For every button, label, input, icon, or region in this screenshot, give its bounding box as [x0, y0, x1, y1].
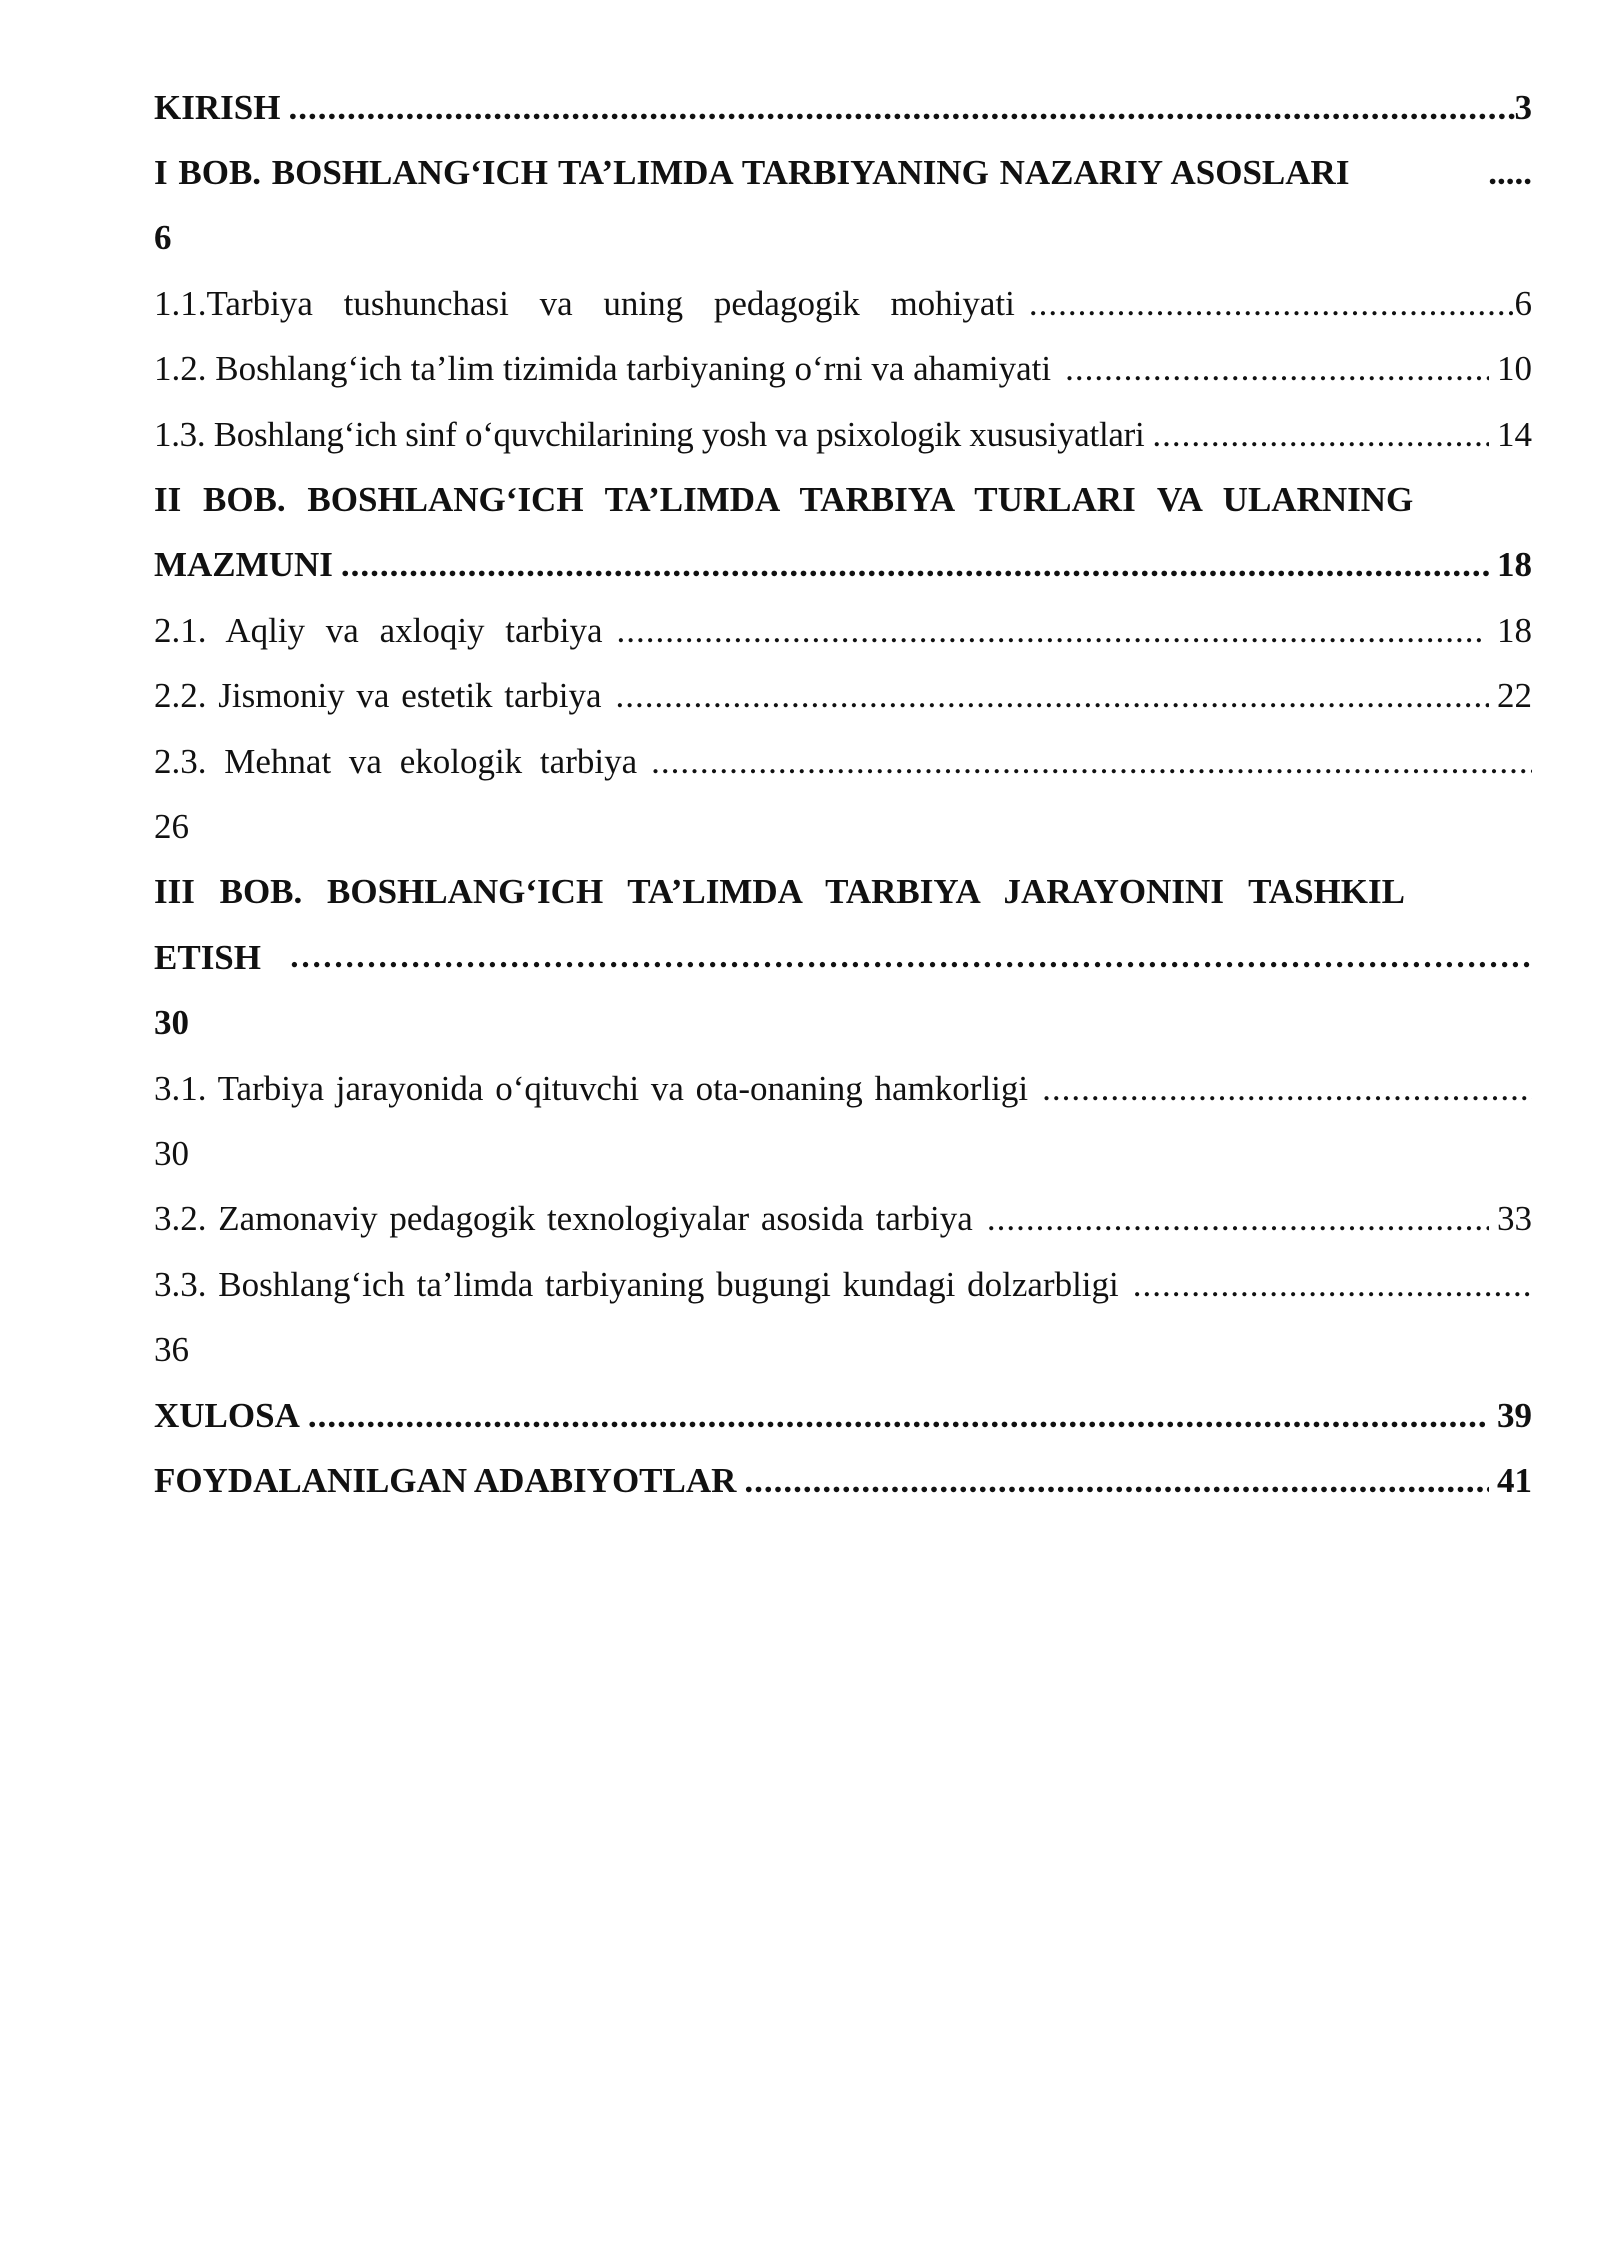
toc-page-number: 30: [154, 1003, 189, 1043]
toc-section-2-3-page-line: [154, 794, 1532, 859]
toc-section-2-3[interactable]: [154, 729, 1532, 794]
toc-chapter-1-page-line: [154, 206, 1532, 271]
toc-leader-dots: [1042, 1069, 1532, 1109]
toc-page-number: 36: [154, 1330, 189, 1370]
toc-leader-dots: [744, 1461, 1489, 1501]
toc-section-3-3[interactable]: [154, 1252, 1532, 1317]
toc-chapter-title: [154, 153, 1474, 193]
toc-page-number: 6: [154, 218, 172, 258]
toc-chapter-3-line-2: [154, 925, 1532, 990]
toc-entry-label: 2.3. Mehnat va ekologik tarbiya: [154, 741, 638, 781]
toc-chapter-3-page-line: [154, 990, 1532, 1055]
toc-section-1-2[interactable]: [154, 337, 1532, 402]
toc-page-number: 18: [1497, 610, 1532, 650]
toc-leader-dots: [651, 742, 1532, 782]
toc-page-number: 3: [1514, 87, 1532, 127]
toc-entry-label: 3.1. Tarbiya jarayonida o‘qituvchi va ota-onaning hamkorligi: [154, 1068, 1029, 1108]
toc-entry-label: KIRISH: [154, 87, 281, 127]
toc-leader-dots: [1065, 349, 1489, 389]
toc-section-3-1-page-line: [154, 1121, 1532, 1186]
toc-chapter-2[interactable]: [154, 467, 1532, 532]
toc-entry-xulosa[interactable]: [154, 1383, 1532, 1448]
toc-chapter-2-line-2: [154, 533, 1532, 598]
toc-page-number: 10: [1497, 349, 1532, 389]
toc-entry-label: 2.1. Aqliy va axloqiy tarbiya: [154, 610, 603, 650]
toc-page-number: 14: [1497, 414, 1532, 454]
toc-entry-label: FOYDALANILGAN ADABIYOTLAR: [154, 1460, 737, 1500]
toc-page-number: 22: [1497, 676, 1532, 716]
toc-chapter-title-cont: MAZMUNI: [154, 545, 333, 585]
toc-leader-dots: .....: [1488, 153, 1532, 193]
toc-page-number: 6: [1514, 283, 1532, 323]
toc-entry-kirish[interactable]: [154, 75, 1532, 140]
toc-entry-label: 1.1.Tarbiya tushunchasi va uning pedagogik mohiyati: [154, 283, 1015, 323]
toc-leader-dots: [288, 88, 1514, 128]
table-of-contents: [154, 75, 1532, 1514]
toc-leader-dots: [615, 676, 1489, 716]
toc-entry-adabiyotlar[interactable]: [154, 1448, 1532, 1513]
toc-entry-label: 3.2. Zamonaviy pedagogik texnologiyalar asosida tarbiya: [154, 1199, 973, 1239]
toc-leader-dots: [1029, 284, 1515, 324]
toc-section-2-2[interactable]: [154, 664, 1532, 729]
toc-page-number: 26: [154, 806, 189, 846]
toc-chapter-title: III BOB. BOSHLANG‘ICH TA’LIMDA TARBIYA JARAYONINI TASHKIL: [154, 872, 1405, 912]
toc-section-2-1[interactable]: [154, 598, 1532, 663]
toc-leader-dots: [987, 1199, 1489, 1239]
toc-chapter-title-cont: ETISH: [154, 937, 261, 977]
toc-page-number: 33: [1497, 1199, 1532, 1239]
toc-entry-label: 3.3. Boshlang‘ich ta’limda tarbiyaning bugungi kundagi dolzarbligi: [154, 1264, 1119, 1304]
toc-chapter-1[interactable]: [154, 140, 1532, 205]
toc-page-number: 18: [1497, 545, 1532, 585]
toc-leader-dots: [308, 1396, 1489, 1436]
toc-page-number: 41: [1497, 1460, 1532, 1500]
toc-page-number: 30: [154, 1133, 189, 1173]
toc-entry-label: 2.2. Jismoniy va estetik tarbiya: [154, 676, 602, 716]
toc-leader-dots: [1133, 1265, 1532, 1305]
toc-leader-dots: [341, 545, 1489, 585]
toc-entry-label: XULOSA: [154, 1395, 300, 1435]
toc-section-1-3[interactable]: [154, 402, 1532, 467]
toc-section-1-1[interactable]: [154, 271, 1532, 336]
toc-chapter-3[interactable]: [154, 860, 1532, 925]
toc-leader-dots: [1152, 415, 1489, 455]
toc-entry-label: 1.2. Boshlang‘ich ta’lim tizimida tarbiyaning o‘rni va ahamiyati: [154, 349, 1052, 389]
toc-chapter-title-text: I BOB. BOSHLANG‘ICH TA’LIMDA TARBIYANING NAZARIY ASOSLARI: [154, 153, 1350, 193]
toc-section-3-1[interactable]: [154, 1056, 1532, 1121]
toc-entry-label: 1.3. Boshlang‘ich sinf o‘quvchilarining yosh va psixologik xususiyatlari: [154, 414, 1145, 454]
toc-leader-dots: [616, 611, 1481, 651]
toc-section-3-2[interactable]: [154, 1187, 1532, 1252]
toc-page-number: 39: [1497, 1395, 1532, 1435]
toc-chapter-title: II BOB. BOSHLANG‘ICH TA’LIMDA TARBIYA TURLARI VA ULARNING: [154, 480, 1414, 520]
toc-section-3-3-page-line: [154, 1317, 1532, 1382]
toc-leader-dots: [289, 939, 1532, 976]
